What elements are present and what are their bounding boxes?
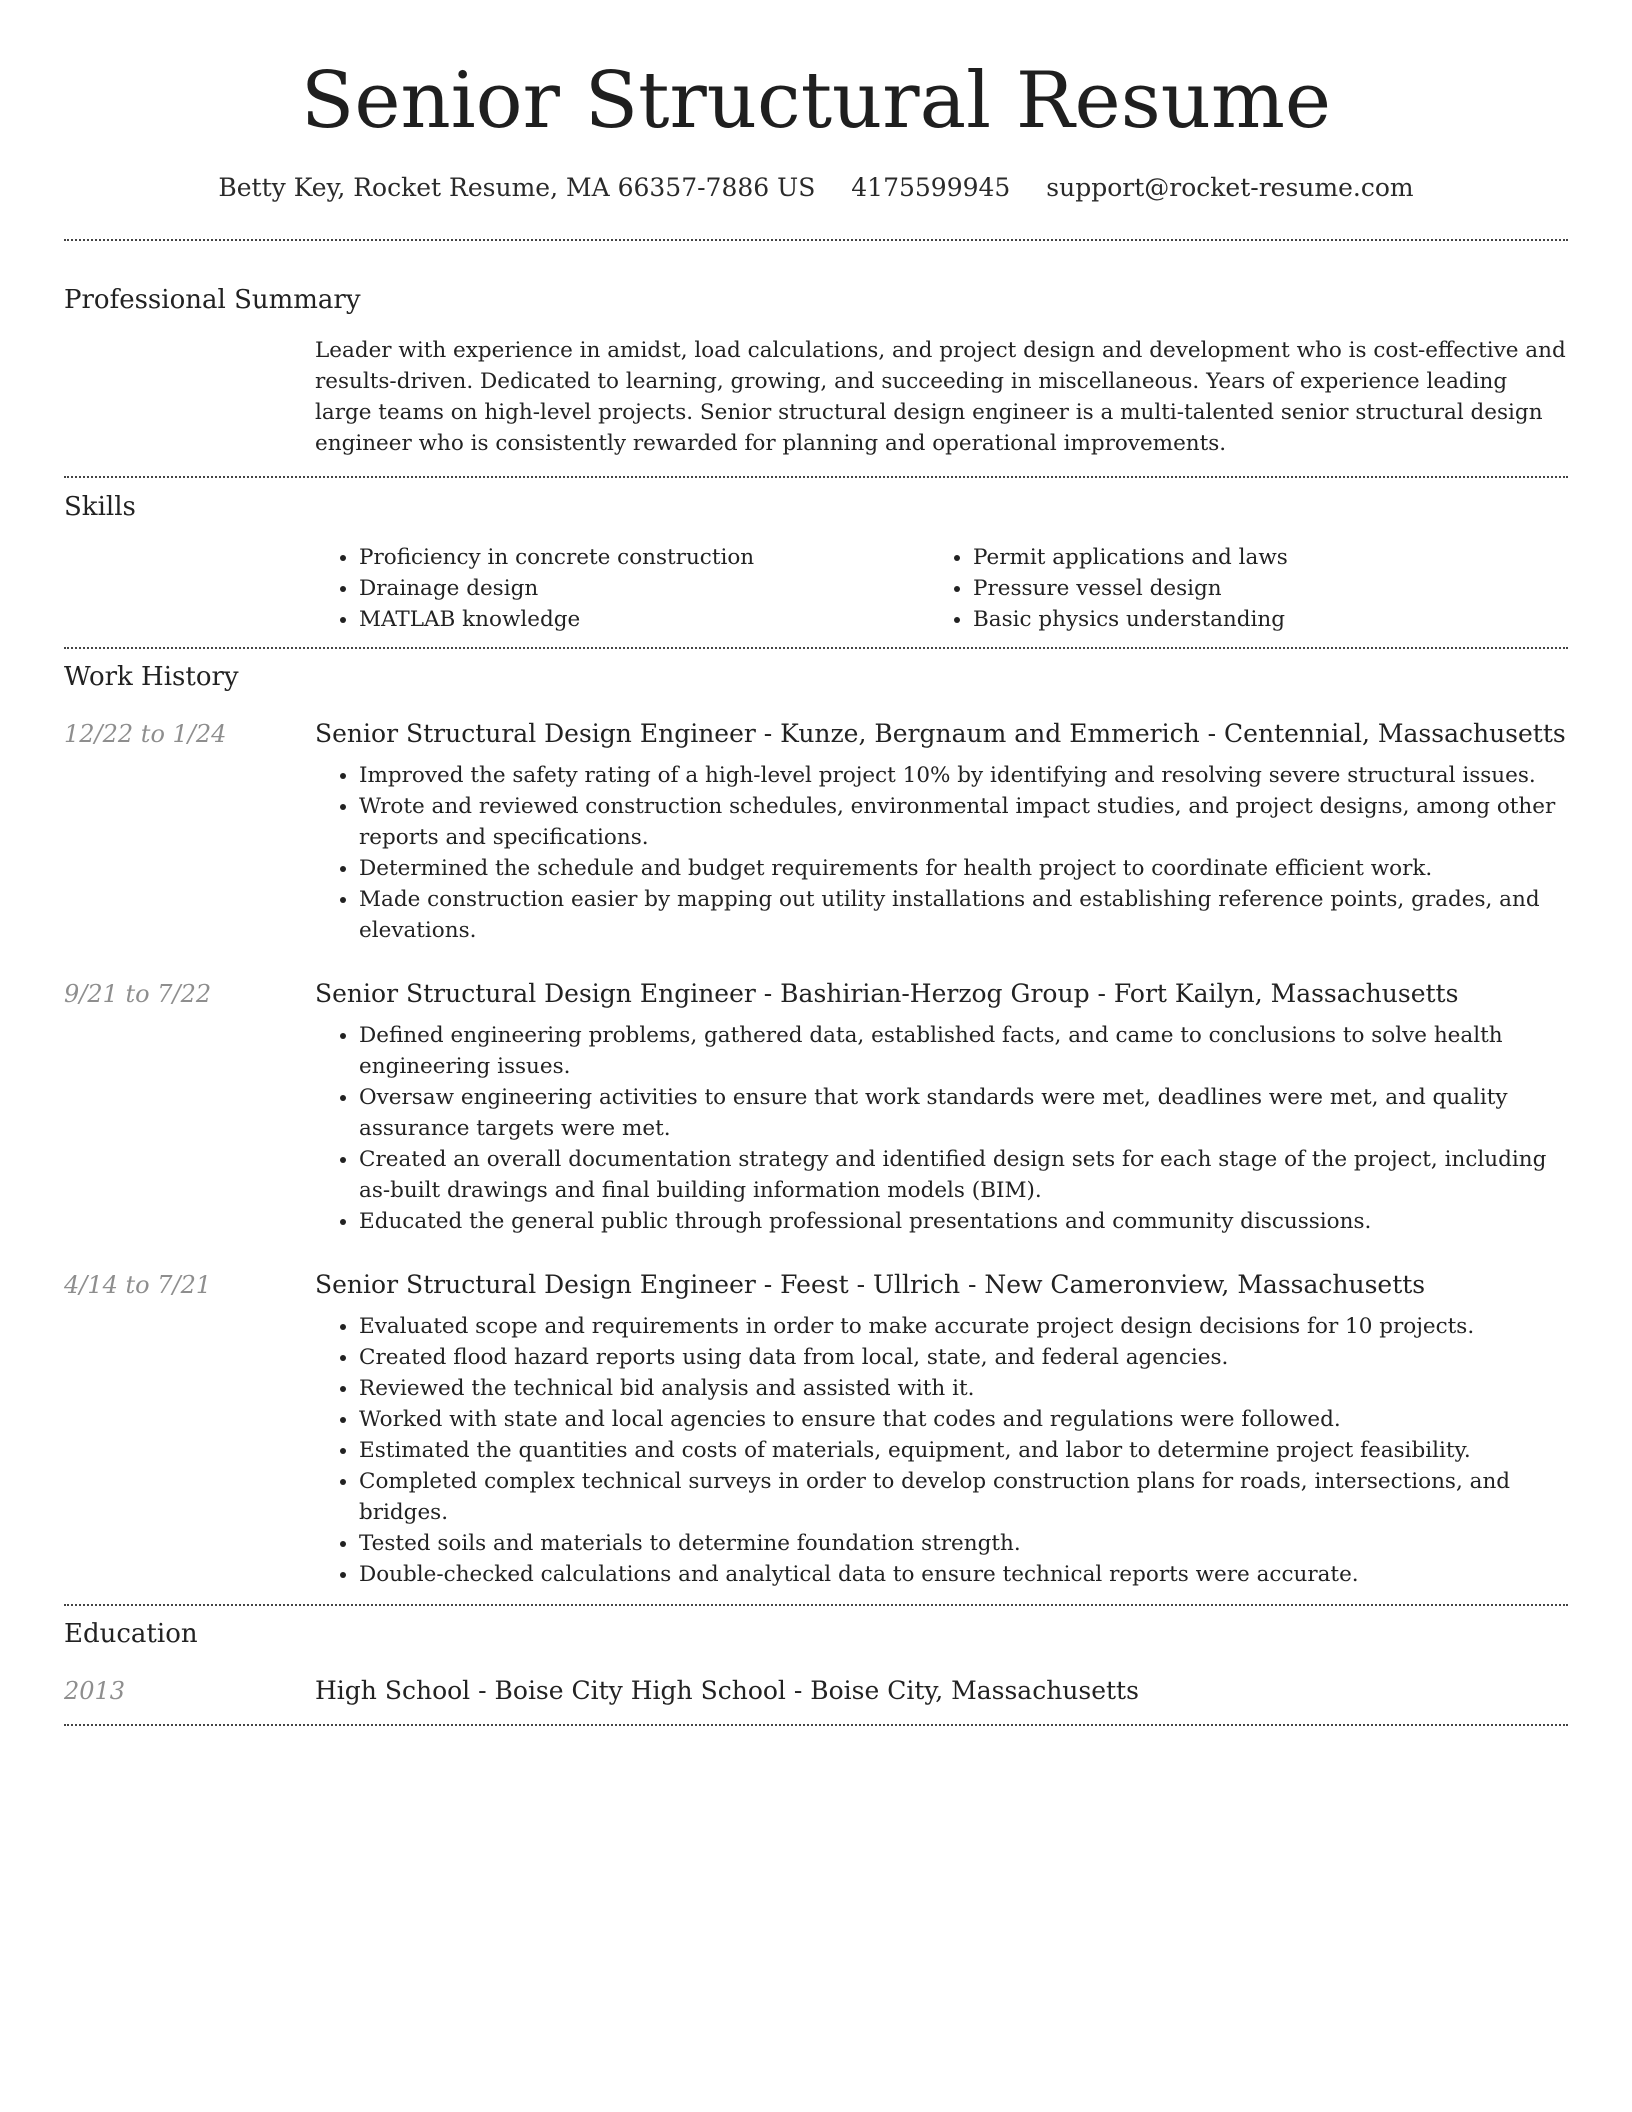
job-bullet: • Tested soils and materials to determine foundation strength. [359,1528,1568,1559]
summary-section [64,335,1568,459]
job-bullet: • Reviewed the technical bid analysis and assisted with it. [359,1373,1568,1404]
job-date: 9/21 to 7/22 [64,980,212,1008]
job-bullet: • Improved the safety rating of a high-level project 10% by identifying and resolving severe structural issues. [359,760,1568,791]
contact-email: support@rocket-resume.com [1046,173,1414,202]
skill-item: • Pressure vessel design [973,573,1543,604]
divider [64,1604,1568,1606]
divider [64,476,1568,478]
job-bullet: • Oversaw engineering activities to ensure that work standards were met, deadlines were met, and quality assurance targets were met. [359,1082,1568,1144]
job-bullet: • Made construction easier by mapping out utility installations and establishing reference points, grades, and elevations. [359,884,1568,946]
job-bullet: • Educated the general public through professional presentations and community discussions. [359,1206,1568,1237]
job-title: Senior Structural Design Engineer - Bashirian-Herzog Group - Fort Kailyn, Massachusetts [315,979,1459,1008]
resume-title: Senior Structural Resume [300,56,1332,146]
education-heading: Education [64,1619,198,1649]
job-title: Senior Structural Design Engineer - Kunze, Bergnaum and Emmerich - Centennial, Massachusetts [315,719,1566,748]
resume-page [64,0,1568,1726]
summary-text: Leader with experience in amidst, load calculations, and project design and development who is cost-effective and results-driven. Dedicated to learning, growing, and succeeding in miscellaneous. Years of experience leading large teams on high-level projects. Senior structural design engineer is a multi-talented senior structural design engineer who is consistently rewarded for planning and operational improvements. [315,338,1566,456]
contact-phone: 4175599945 [851,173,1011,202]
job-bullets [315,1311,1568,1590]
skills-section [64,542,1568,635]
divider [64,647,1568,649]
skills-heading: Skills [64,492,136,522]
job-bullet: • Created an overall documentation strategy and identified design sets for each stage of the project, including as-built drawings and final building information models (BIM). [359,1144,1568,1206]
job-bullet: • Created flood hazard reports using data from local, state, and federal agencies. [359,1342,1568,1373]
skill-item: • MATLAB knowledge [359,604,929,635]
education-entry [64,1675,1568,1707]
skill-item: • Drainage design [359,573,929,604]
job-entry [64,978,1568,1237]
skills-list-right [929,542,1543,635]
contact-line [64,172,1568,204]
job-date: 4/14 to 7/21 [64,1271,212,1299]
job-bullet: • Determined the schedule and budget requirements for health project to coordinate efficient work. [359,853,1568,884]
job-bullet: • Double-checked calculations and analytical data to ensure technical reports were accurate. [359,1559,1568,1590]
job-entry [64,1269,1568,1590]
job-title: Senior Structural Design Engineer - Feest - Ullrich - New Cameronview, Massachusetts [315,1270,1426,1299]
work-heading: Work History [64,662,239,692]
skill-item: • Proficiency in concrete construction [359,542,929,573]
job-entry [64,718,1568,946]
skill-item: • Permit applications and laws [973,542,1543,573]
divider [64,1724,1568,1726]
skills-list-left [315,542,929,635]
job-bullet: • Estimated the quantities and costs of materials, equipment, and labor to determine project feasibility. [359,1435,1568,1466]
job-date: 12/22 to 1/24 [64,720,227,748]
summary-heading: Professional Summary [64,285,361,315]
skill-item: • Basic physics understanding [973,604,1543,635]
job-bullet: • Defined engineering problems, gathered data, established facts, and came to conclusions to solve health engineering issues. [359,1020,1568,1082]
divider [64,239,1568,241]
job-bullets [315,1020,1568,1237]
education-date: 2013 [64,1677,126,1705]
job-bullets [315,760,1568,946]
job-bullet: • Worked with state and local agencies to ensure that codes and regulations were followed. [359,1404,1568,1435]
education-title: High School - Boise City High School - Boise City, Massachusetts [315,1676,1139,1705]
job-bullet: • Wrote and reviewed construction schedules, environmental impact studies, and project designs, among other reports and specifications. [359,791,1568,853]
contact-address: Betty Key, Rocket Resume, MA 66357-7886 US [218,173,816,202]
job-bullet: • Evaluated scope and requirements in order to make accurate project design decisions for 10 projects. [359,1311,1568,1342]
job-bullet: • Completed complex technical surveys in order to develop construction plans for roads, intersections, and bridges. [359,1466,1568,1528]
